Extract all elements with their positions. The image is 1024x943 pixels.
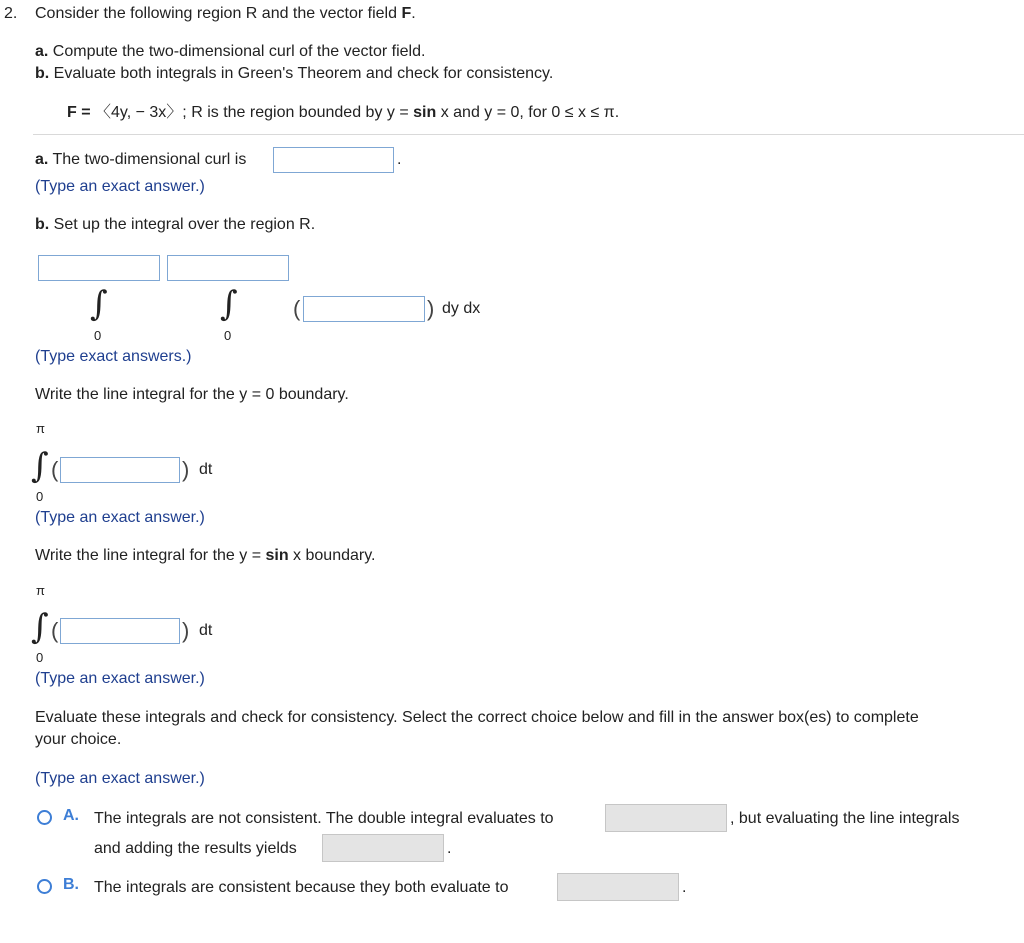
outer-lower-limit: 0	[94, 328, 102, 343]
task-b-text: Evaluate both integrals in Green's Theorem and check for consistency.	[49, 65, 554, 82]
line-sin-prompt-pre: Write the line integral for the y =	[35, 547, 266, 564]
choice-a-text2: , but evaluating the line integrals	[730, 810, 960, 827]
task-a-label: a.	[35, 43, 49, 60]
line-sin-prompt	[35, 546, 375, 566]
line-y0-integral-sign: ∫	[31, 446, 49, 486]
line-sin-lower-limit: 0	[36, 650, 44, 665]
part-a-label: a.	[35, 151, 49, 168]
curl-answer-input[interactable]	[273, 147, 394, 173]
evaluate-instructions-line2: your choice.	[35, 731, 122, 748]
line-y0-lower-limit: 0	[36, 489, 44, 504]
inner-integral-sign: ∫	[220, 284, 238, 324]
question-intro	[35, 4, 416, 24]
task-b-label: b.	[35, 65, 50, 82]
part-b-hint: (Type exact answers.)	[35, 348, 192, 365]
consistent-value-input[interactable]	[557, 873, 679, 901]
curl-suffix: .	[397, 151, 402, 168]
line-sin-upper-limit: π	[36, 583, 45, 598]
part-b-prompt	[35, 215, 315, 235]
choice-b-radio[interactable]	[37, 879, 52, 894]
region-integrand-input[interactable]	[303, 296, 425, 322]
integrand-close-paren: )	[427, 296, 435, 321]
choice-a-suffix: .	[447, 840, 452, 857]
inner-lower-limit: 0	[224, 328, 232, 343]
intro-text: Consider the following region R and the vector field	[35, 5, 402, 22]
line-y0-upper-limit: π	[36, 421, 45, 436]
intro-bold-f: F	[401, 5, 412, 22]
problem-field: 〈4y, − 3x〉; R is the region bounded by y =	[95, 104, 414, 121]
line-integrals-sum-input[interactable]	[322, 834, 444, 862]
problem-f: F =	[67, 104, 96, 121]
integrand-open-paren: (	[293, 296, 301, 321]
line-sin-hint: (Type an exact answer.)	[35, 670, 205, 687]
line-y0-prompt: Write the line integral for the y = 0 boundary.	[35, 386, 349, 403]
line-sin-prompt-bold: sin	[265, 547, 289, 564]
line-y0-differential: dt	[199, 461, 213, 478]
problem-sin: sin	[413, 104, 437, 121]
outer-upper-limit-input[interactable]	[38, 255, 160, 281]
line-y0-close-paren: )	[182, 457, 190, 482]
evaluate-instructions-line1: Evaluate these integrals and check for consistency. Select the correct choice below and fill in the answer box(es) to complete	[35, 709, 919, 726]
line-sin-differential: dt	[199, 622, 213, 639]
choice-a-radio[interactable]	[37, 810, 52, 825]
problem-statement	[67, 103, 619, 123]
line-y0-open-paren: (	[51, 457, 59, 482]
divider	[33, 134, 1024, 135]
part-a-hint: (Type an exact answer.)	[35, 178, 205, 195]
choice-a-text1: The integrals are not consistent. The double integral evaluates to	[94, 810, 554, 827]
inner-upper-limit-input[interactable]	[167, 255, 289, 281]
part-b-text: Set up the integral over the region R.	[49, 216, 316, 233]
part-a-text: The two-dimensional curl is	[48, 151, 247, 168]
line-sin-prompt-post: x boundary.	[288, 547, 376, 564]
task-a	[35, 42, 425, 62]
evaluate-hint: (Type an exact answer.)	[35, 770, 205, 787]
line-sin-close-paren: )	[182, 618, 190, 643]
region-differentials: dy dx	[442, 300, 481, 317]
line-y0-hint: (Type an exact answer.)	[35, 509, 205, 526]
choice-b-suffix: .	[682, 879, 687, 896]
line-sin-integral-sign: ∫	[31, 607, 49, 647]
line-y0-integrand-input[interactable]	[60, 457, 180, 483]
part-b-label: b.	[35, 216, 50, 233]
part-a-prompt	[35, 150, 246, 170]
choice-a-text3: and adding the results yields	[94, 840, 297, 857]
line-sin-open-paren: (	[51, 618, 59, 643]
task-b	[35, 64, 553, 84]
task-a-text: Compute the two-dimensional curl of the vector field.	[48, 43, 426, 60]
question-number: 2.	[4, 5, 18, 22]
intro-end: .	[411, 5, 416, 22]
double-integral-answer-input[interactable]	[605, 804, 727, 832]
problem-end: x and y = 0, for 0 ≤ x ≤ π.	[436, 104, 620, 121]
choice-b-letter: B.	[63, 876, 79, 893]
outer-integral-sign: ∫	[90, 284, 108, 324]
choice-b-text: The integrals are consistent because they both evaluate to	[94, 879, 509, 896]
choice-a-letter: A.	[63, 807, 79, 824]
line-sin-integrand-input[interactable]	[60, 618, 180, 644]
